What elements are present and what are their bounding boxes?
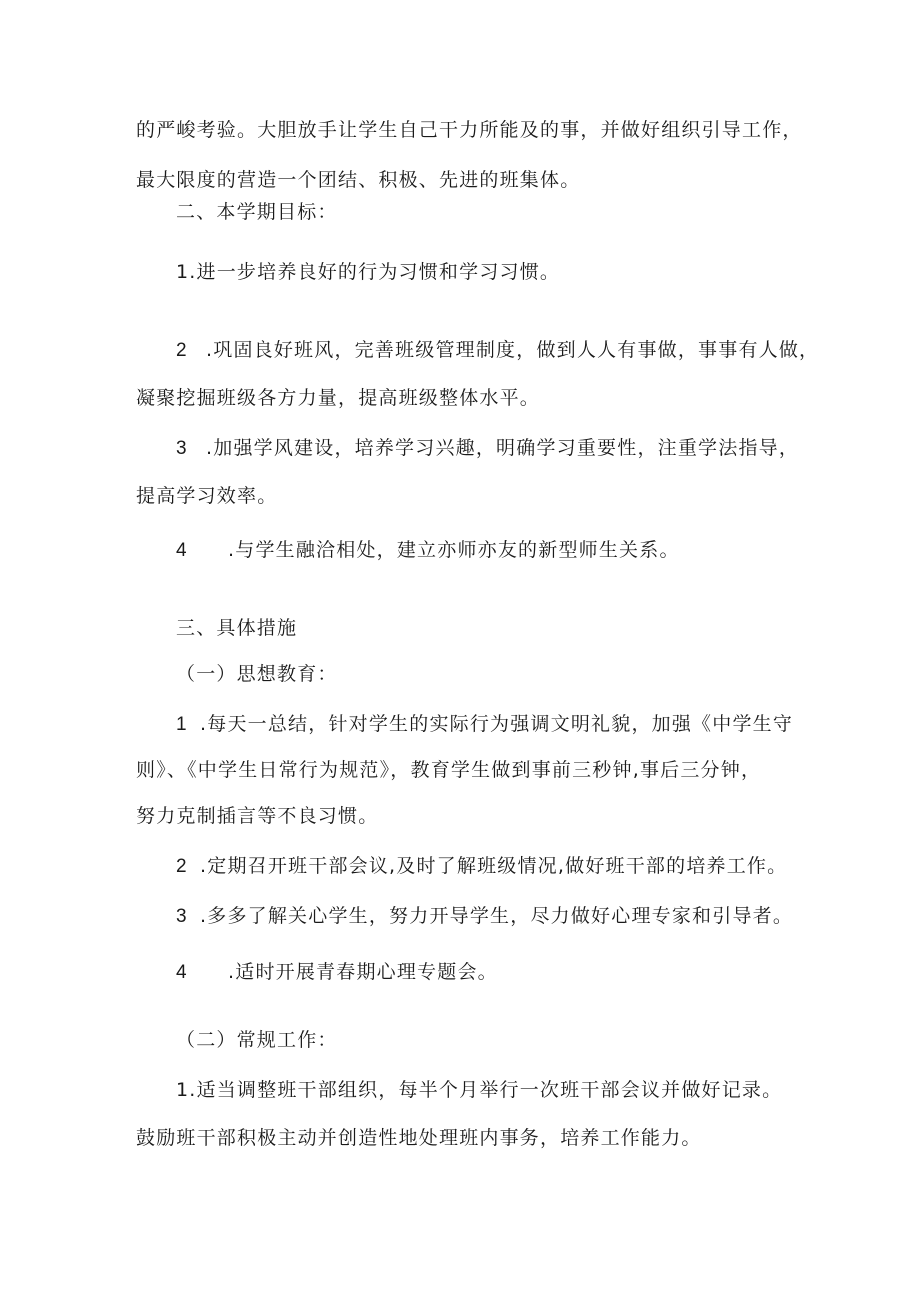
routine-item-1: 1.适当调整班干部组织，每半个月举行一次班干部会议并做好记录。: [176, 1079, 783, 1101]
paragraph-line: 则》、《中学生日常行为规范》，教育学生做到事前三秒钟,事后三分钟，: [136, 759, 762, 781]
subsection-heading-routine: （二）常规工作：: [176, 1029, 338, 1051]
item-text: .适时开展青春期心理专题会。: [228, 961, 498, 983]
item-number: 2: [176, 856, 187, 877]
measure-item-3: [176, 904, 793, 929]
paragraph-line: 努力克制插言等不良习惯。: [136, 805, 379, 827]
item-number: 3: [176, 438, 187, 459]
item-text: .多多了解关心学生，努力开导学生，尽力做好心理专家和引导者。: [200, 905, 794, 927]
paragraph-line: 的严峻考验。大胆放手让学生自己干力所能及的事，并做好组织引导工作，: [136, 119, 803, 141]
section-heading-measures: 三、具体措施: [176, 617, 298, 639]
item-number: 2: [176, 340, 187, 361]
goal-item-3: [176, 436, 799, 461]
paragraph-line: 最大限度的营造一个团结、积极、先进的班集体。: [136, 169, 581, 191]
paragraph-line: 提高学习效率。: [136, 485, 278, 507]
goal-item-2: [176, 338, 819, 363]
measure-item-1: [176, 712, 793, 737]
item-text: .加强学风建设，培养学习兴趣，明确学习重要性，注重学法指导，: [206, 437, 800, 459]
item-text: .与学生融洽相处，建立亦师亦友的新型师生关系。: [228, 539, 680, 561]
paragraph-line: 鼓励班干部积极主动并创造性地处理班内事务，培养工作能力。: [136, 1127, 702, 1149]
item-text: .每天一总结，针对学生的实际行为强调文明礼貌，加强《中学生守: [200, 713, 794, 735]
subsection-heading-thought: （一）思想教育：: [176, 663, 338, 685]
goal-item-4: [176, 538, 680, 563]
item-number: 1: [176, 714, 187, 735]
measure-item-2: [176, 854, 787, 879]
section-heading-goals: 二、本学期目标：: [176, 201, 338, 223]
item-number: 4: [176, 962, 187, 983]
goal-item-1: 1.进一步培养良好的行为习惯和学习习惯。: [176, 261, 561, 283]
item-text: .定期召开班干部会议,及时了解班级情况,做好班干部的培养工作。: [200, 855, 788, 877]
paragraph-line: 凝聚挖掘班级各方力量，提高班级整体水平。: [136, 387, 541, 409]
item-number: 4: [176, 540, 187, 561]
item-number: 3: [176, 906, 187, 927]
item-text: .巩固良好班风，完善班级管理制度，做到人人有事做，事事有人做，: [206, 339, 820, 361]
measure-item-4: [176, 960, 498, 985]
